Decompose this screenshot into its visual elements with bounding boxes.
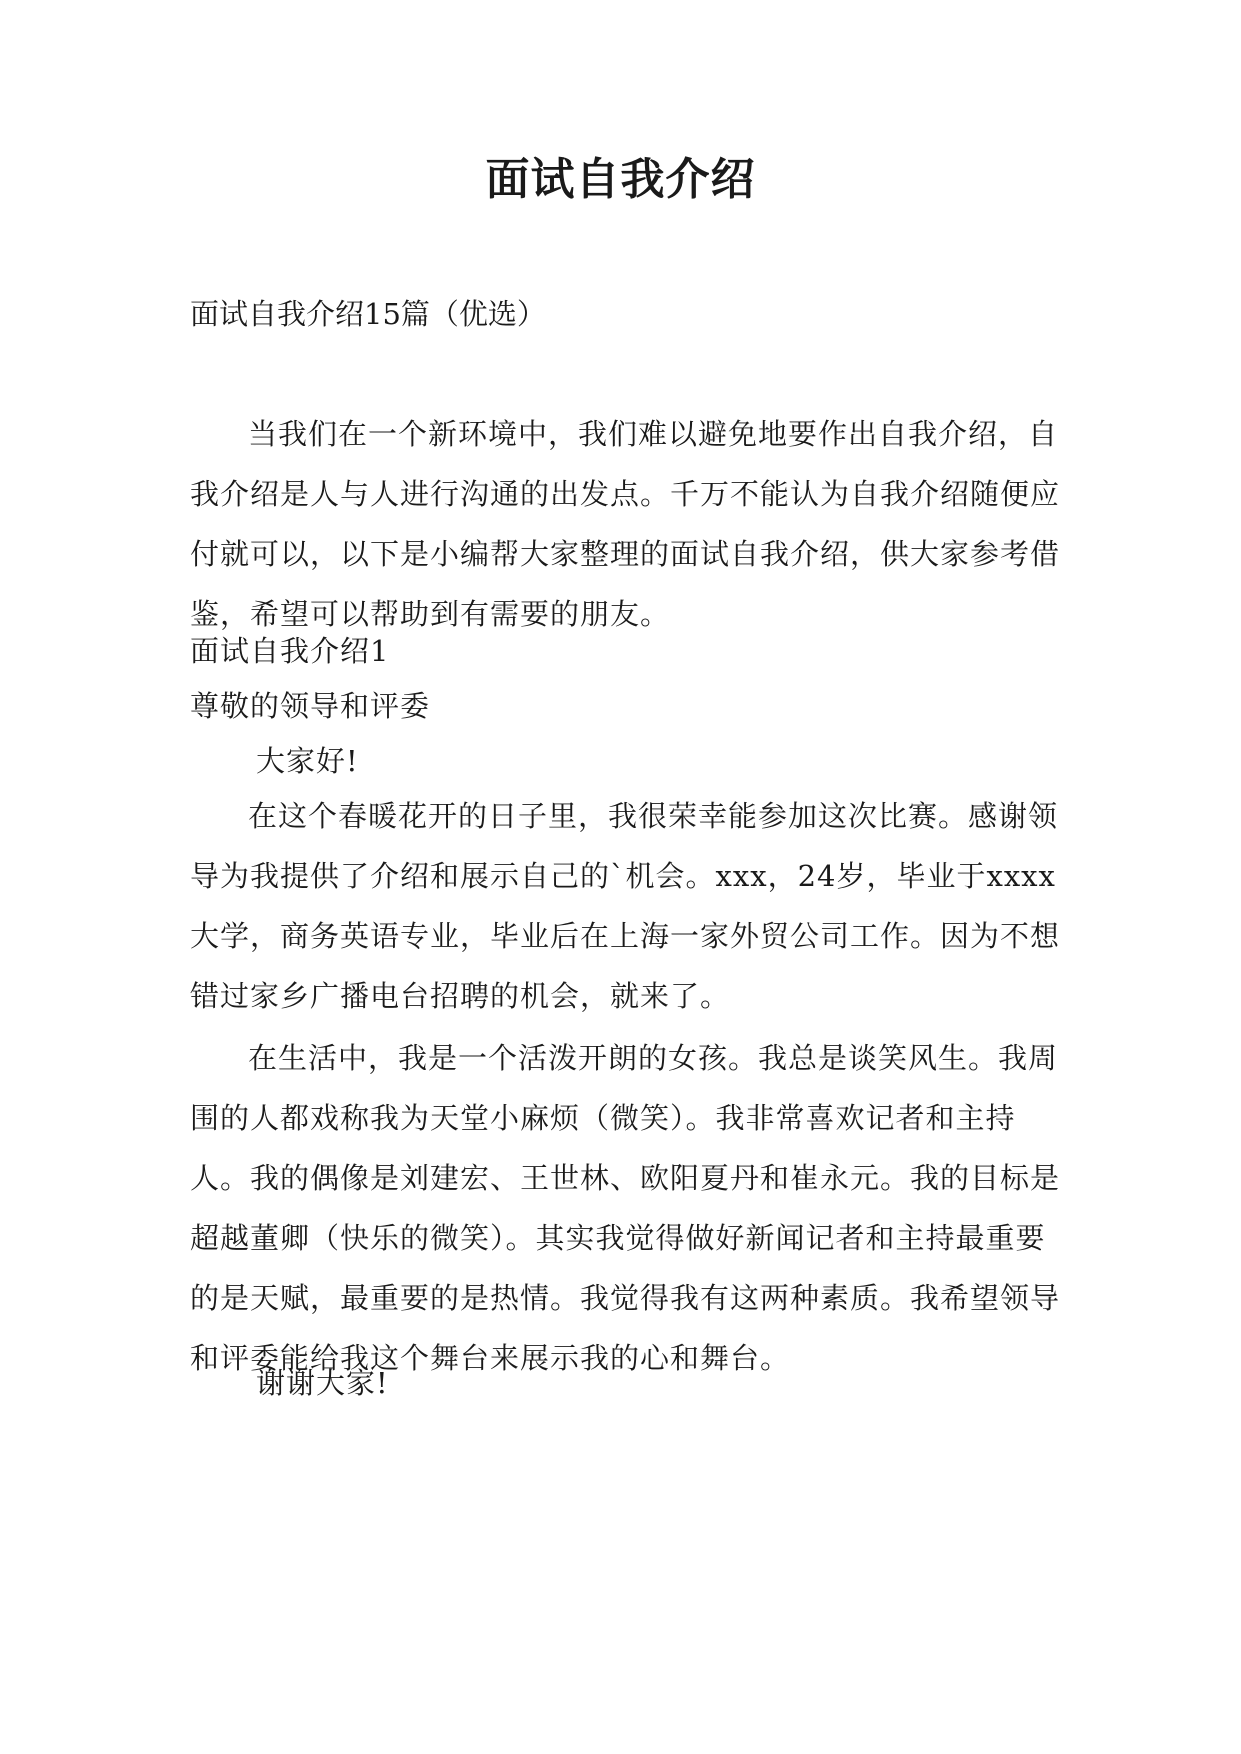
section-heading: 面试自我介绍1 [190,634,390,668]
body-paragraph-1: 在这个春暖花开的日子里，我很荣幸能参加这次比赛。感谢领导为我提供了介绍和展示自己的`机会。xxx，24岁，毕业于xxxx大学，商务英语专业，毕业后在上海一家外贸公司工作。因为不想错过家乡广播电台招聘的机会，就来了。 [190,799,1061,1013]
intro-paragraph: 当我们在一个新环境中，我们难以避免地要作出自我介绍，自我介绍是人与人进行沟通的出发点。千万不能认为自我介绍随便应付就可以，以下是小编帮大家整理的面试自我介绍，供大家参考借鉴，希望可以帮助到有需要的朋友。 [190,417,1061,631]
closing-line: 谢谢大家! [256,1366,389,1400]
salutation-line: 尊敬的领导和评委 [190,689,431,723]
document-title: 面试自我介绍 [485,154,756,205]
document-subtitle: 面试自我介绍15篇（优选） [190,297,546,331]
body-paragraph-2: 在生活中，我是一个活泼开朗的女孩。我总是谈笑风生。我周围的人都戏称我为天堂小麻烦（微笑）。我非常喜欢记者和主持人。我的偶像是刘建宏、王世林、欧阳夏丹和崔永元。我的目标是超越董卿（快乐的微笑）。其实我觉得做好新闻记者和主持最重要的是天赋，最重要的是热情。我觉得我有这两种素质。我希望领导和评委能给我这个舞台来展示我的心和舞台。 [190,1041,1061,1375]
greeting-line: 大家好! [256,744,359,778]
